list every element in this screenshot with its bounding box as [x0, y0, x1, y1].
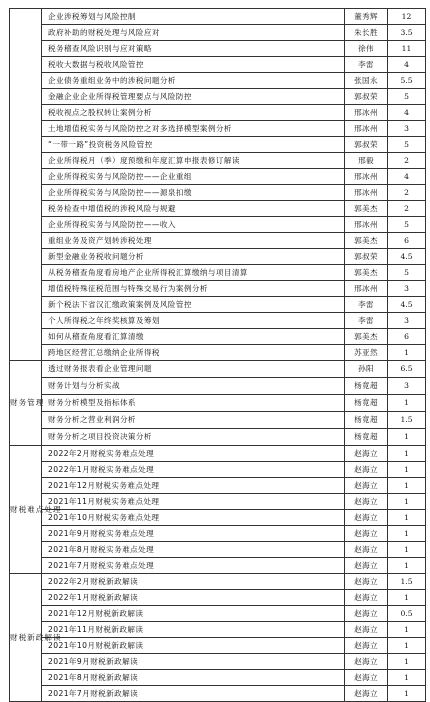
- table-row: [10, 638, 426, 654]
- hours-cell: 4: [388, 57, 426, 73]
- course-title-cell: 2021年12月财税实务难点处理: [42, 478, 345, 494]
- course-table-body: [10, 9, 426, 702]
- hours-cell: 11: [388, 41, 426, 57]
- course-title-cell: 财务分析模型及指标体系: [42, 395, 345, 412]
- lecturer-cell: 赵海立: [345, 670, 388, 686]
- hours-cell: 1: [388, 494, 426, 510]
- table-row: [10, 361, 426, 378]
- lecturer-cell: 董秀辉: [345, 9, 388, 25]
- course-title-cell: 透过财务报表看企业管理问题: [42, 361, 345, 378]
- lecturer-cell: 赵海立: [345, 622, 388, 638]
- course-table: [9, 8, 426, 702]
- table-row: [10, 297, 426, 313]
- lecturer-cell: 杨竟超: [345, 429, 388, 446]
- course-title-cell: 2021年10月财税实务难点处理: [42, 510, 345, 526]
- lecturer-cell: 赵海立: [345, 558, 388, 574]
- hours-cell: 1.5: [388, 574, 426, 590]
- hours-cell: 1: [388, 558, 426, 574]
- hours-cell: 0.5: [388, 606, 426, 622]
- hours-cell: 4: [388, 105, 426, 121]
- course-title-cell: 税收大数据与税收风险管控: [42, 57, 345, 73]
- lecturer-cell: 赵海立: [345, 686, 388, 702]
- course-title-cell: 企业涉税筹划与风险控制: [42, 9, 345, 25]
- table-row: [10, 654, 426, 670]
- lecturer-cell: 郭美杰: [345, 233, 388, 249]
- lecturer-cell: 孙阳: [345, 361, 388, 378]
- table-row: [10, 670, 426, 686]
- course-title-cell: 2021年7月财税实务难点处理: [42, 558, 345, 574]
- course-title-cell: 2021年11月财税实务难点处理: [42, 494, 345, 510]
- table-row: [10, 510, 426, 526]
- table-row: [10, 686, 426, 702]
- lecturer-cell: 赵海立: [345, 510, 388, 526]
- hours-cell: 3: [388, 281, 426, 297]
- table-row: [10, 137, 426, 153]
- lecturer-cell: 杨竟超: [345, 412, 388, 429]
- lecturer-cell: 杨竟超: [345, 395, 388, 412]
- course-title-cell: 跨地区经营汇总缴纳企业所得税: [42, 345, 345, 361]
- table-row: [10, 25, 426, 41]
- hours-cell: 1: [388, 478, 426, 494]
- course-title-cell: 2022年2月财税新政解读: [42, 574, 345, 590]
- course-title-cell: 增值税特殊征税范围与特殊交易行为案例分析: [42, 281, 345, 297]
- lecturer-cell: 苏亚然: [345, 345, 388, 361]
- hours-cell: 12: [388, 9, 426, 25]
- category-cell: 财务管理: [10, 361, 42, 446]
- hours-cell: 2: [388, 185, 426, 201]
- course-title-cell: 税务稽查风险识别与应对策略: [42, 41, 345, 57]
- lecturer-cell: 杨竟超: [345, 378, 388, 395]
- course-title-cell: 土地增值税实务与风险防控之对多选择模型案例分析: [42, 121, 345, 137]
- hours-cell: 5: [388, 137, 426, 153]
- hours-cell: 4.5: [388, 297, 426, 313]
- table-row: [10, 378, 426, 395]
- table-row: [10, 281, 426, 297]
- hours-cell: 5: [388, 265, 426, 281]
- category-cell: 财税新政解读: [10, 574, 42, 702]
- table-row: [10, 558, 426, 574]
- category-cell: [10, 9, 42, 361]
- table-row: [10, 217, 426, 233]
- course-title-cell: 新个税法下省汉汇缴政策案例及风险管控: [42, 297, 345, 313]
- table-row: [10, 105, 426, 121]
- hours-cell: 6.5: [388, 361, 426, 378]
- lecturer-cell: 郭叔荣: [345, 249, 388, 265]
- table-row: [10, 185, 426, 201]
- course-title-cell: 个人所得税之年终奖核算及筹划: [42, 313, 345, 329]
- lecturer-cell: 赵海立: [345, 446, 388, 462]
- lecturer-cell: 邢冰州: [345, 281, 388, 297]
- table-row: [10, 429, 426, 446]
- course-title-cell: 企业所得税实务与风险防控——收入: [42, 217, 345, 233]
- lecturer-cell: 郭叔荣: [345, 89, 388, 105]
- hours-cell: 1: [388, 590, 426, 606]
- lecturer-cell: 郭叔荣: [345, 137, 388, 153]
- table-row: [10, 345, 426, 361]
- hours-cell: 1: [388, 638, 426, 654]
- course-title-cell: 2021年8月财税新政解读: [42, 670, 345, 686]
- lecturer-cell: 赵海立: [345, 638, 388, 654]
- course-title-cell: 新型金融业务税收问题分析: [42, 249, 345, 265]
- hours-cell: 2: [388, 153, 426, 169]
- hours-cell: 3: [388, 313, 426, 329]
- hours-cell: 1: [388, 542, 426, 558]
- course-title-cell: 从税务稽查角度看房地产企业所得税汇算缴纳与项目清算: [42, 265, 345, 281]
- table-row: [10, 446, 426, 462]
- table-row: [10, 233, 426, 249]
- hours-cell: 2: [388, 201, 426, 217]
- course-title-cell: 2021年11月财税新政解读: [42, 622, 345, 638]
- lecturer-cell: 赵海立: [345, 526, 388, 542]
- hours-cell: 1: [388, 429, 426, 446]
- lecturer-cell: 郭美杰: [345, 265, 388, 281]
- course-title-cell: 2021年9月财税实务难点处理: [42, 526, 345, 542]
- lecturer-cell: 徐伟: [345, 41, 388, 57]
- table-row: [10, 478, 426, 494]
- lecturer-cell: 邢冰州: [345, 217, 388, 233]
- lecturer-cell: 赵海立: [345, 462, 388, 478]
- hours-cell: 1: [388, 510, 426, 526]
- category-cell: 财税难点处理: [10, 446, 42, 574]
- table-row: [10, 412, 426, 429]
- table-row: [10, 73, 426, 89]
- lecturer-cell: 郭美杰: [345, 329, 388, 345]
- table-row: [10, 41, 426, 57]
- hours-cell: 3.5: [388, 25, 426, 41]
- table-row: [10, 494, 426, 510]
- hours-cell: 5: [388, 89, 426, 105]
- hours-cell: 1: [388, 446, 426, 462]
- table-row: [10, 542, 426, 558]
- lecturer-cell: 邢冰州: [345, 169, 388, 185]
- course-title-cell: 企业所得税月（季）度预缴和年度汇算申报表修订解读: [42, 153, 345, 169]
- hours-cell: 1: [388, 462, 426, 478]
- table-row: [10, 9, 426, 25]
- course-title-cell: 2021年9月财税新政解读: [42, 654, 345, 670]
- table-row: [10, 57, 426, 73]
- course-title-cell: 如何从稽查角度看汇算清缴: [42, 329, 345, 345]
- table-row: [10, 201, 426, 217]
- table-row: [10, 169, 426, 185]
- lecturer-cell: 朱长胜: [345, 25, 388, 41]
- course-title-cell: 2022年1月财税实务难点处理: [42, 462, 345, 478]
- lecturer-cell: 赵海立: [345, 590, 388, 606]
- lecturer-cell: 李雷: [345, 297, 388, 313]
- course-title-cell: 政府补助的财税处理与风险应对: [42, 25, 345, 41]
- lecturer-cell: 赵海立: [345, 478, 388, 494]
- course-title-cell: 2022年1月财税新政解读: [42, 590, 345, 606]
- lecturer-cell: 赵海立: [345, 574, 388, 590]
- course-title-cell: 企业债务重组业务中的涉税问题分析: [42, 73, 345, 89]
- table-row: [10, 265, 426, 281]
- table-row: [10, 329, 426, 345]
- hours-cell: 1: [388, 654, 426, 670]
- table-row: [10, 606, 426, 622]
- course-title-cell: “一带一路”投资税务风险管控: [42, 137, 345, 153]
- hours-cell: 1: [388, 670, 426, 686]
- lecturer-cell: 郭美杰: [345, 201, 388, 217]
- lecturer-cell: 邢冰州: [345, 185, 388, 201]
- hours-cell: 1.5: [388, 412, 426, 429]
- course-title-cell: 2021年8月财税实务难点处理: [42, 542, 345, 558]
- table-row: [10, 574, 426, 590]
- lecturer-cell: 赵海立: [345, 606, 388, 622]
- course-title-cell: 2022年2月财税实务难点处理: [42, 446, 345, 462]
- course-title-cell: 2021年7月财税新政解读: [42, 686, 345, 702]
- hours-cell: 4.5: [388, 249, 426, 265]
- hours-cell: 1: [388, 686, 426, 702]
- lecturer-cell: 李雷: [345, 313, 388, 329]
- table-row: [10, 313, 426, 329]
- course-title-cell: 财务分析之营业利润分析: [42, 412, 345, 429]
- lecturer-cell: 李雷: [345, 57, 388, 73]
- course-title-cell: 企业所得税实务与风险防控——企业重组: [42, 169, 345, 185]
- hours-cell: 4: [388, 169, 426, 185]
- course-title-cell: 金融企业企业所得税管理要点与风险防控: [42, 89, 345, 105]
- hours-cell: 3: [388, 378, 426, 395]
- lecturer-cell: 邢冰州: [345, 121, 388, 137]
- lecturer-cell: 赵海立: [345, 654, 388, 670]
- course-title-cell: 财务计划与分析实战: [42, 378, 345, 395]
- table-row: [10, 622, 426, 638]
- table-row: [10, 590, 426, 606]
- hours-cell: 1: [388, 395, 426, 412]
- hours-cell: 6: [388, 329, 426, 345]
- hours-cell: 3: [388, 121, 426, 137]
- table-row: [10, 89, 426, 105]
- lecturer-cell: 张国永: [345, 73, 388, 89]
- hours-cell: 1: [388, 622, 426, 638]
- course-title-cell: 2021年12月财税新政解读: [42, 606, 345, 622]
- table-row: [10, 395, 426, 412]
- hours-cell: 5.5: [388, 73, 426, 89]
- table-row: [10, 121, 426, 137]
- hours-cell: 1: [388, 345, 426, 361]
- table-row: [10, 249, 426, 265]
- course-title-cell: 税务检查中增值税的涉税风险与规避: [42, 201, 345, 217]
- lecturer-cell: 邢冰州: [345, 105, 388, 121]
- table-row: [10, 462, 426, 478]
- lecturer-cell: 赵海立: [345, 542, 388, 558]
- hours-cell: 6: [388, 233, 426, 249]
- hours-cell: 1: [388, 526, 426, 542]
- table-row: [10, 153, 426, 169]
- hours-cell: 5: [388, 217, 426, 233]
- course-title-cell: 2021年10月财税新政解读: [42, 638, 345, 654]
- course-title-cell: 企业所得税实务与风险防控——源泉扣缴: [42, 185, 345, 201]
- course-title-cell: 财务分析之项目投资决策分析: [42, 429, 345, 446]
- course-title-cell: 重组业务及资产划转涉税处理: [42, 233, 345, 249]
- table-row: [10, 526, 426, 542]
- lecturer-cell: 赵海立: [345, 494, 388, 510]
- lecturer-cell: 邢毅: [345, 153, 388, 169]
- course-title-cell: 税收视点之股权转让案例分析: [42, 105, 345, 121]
